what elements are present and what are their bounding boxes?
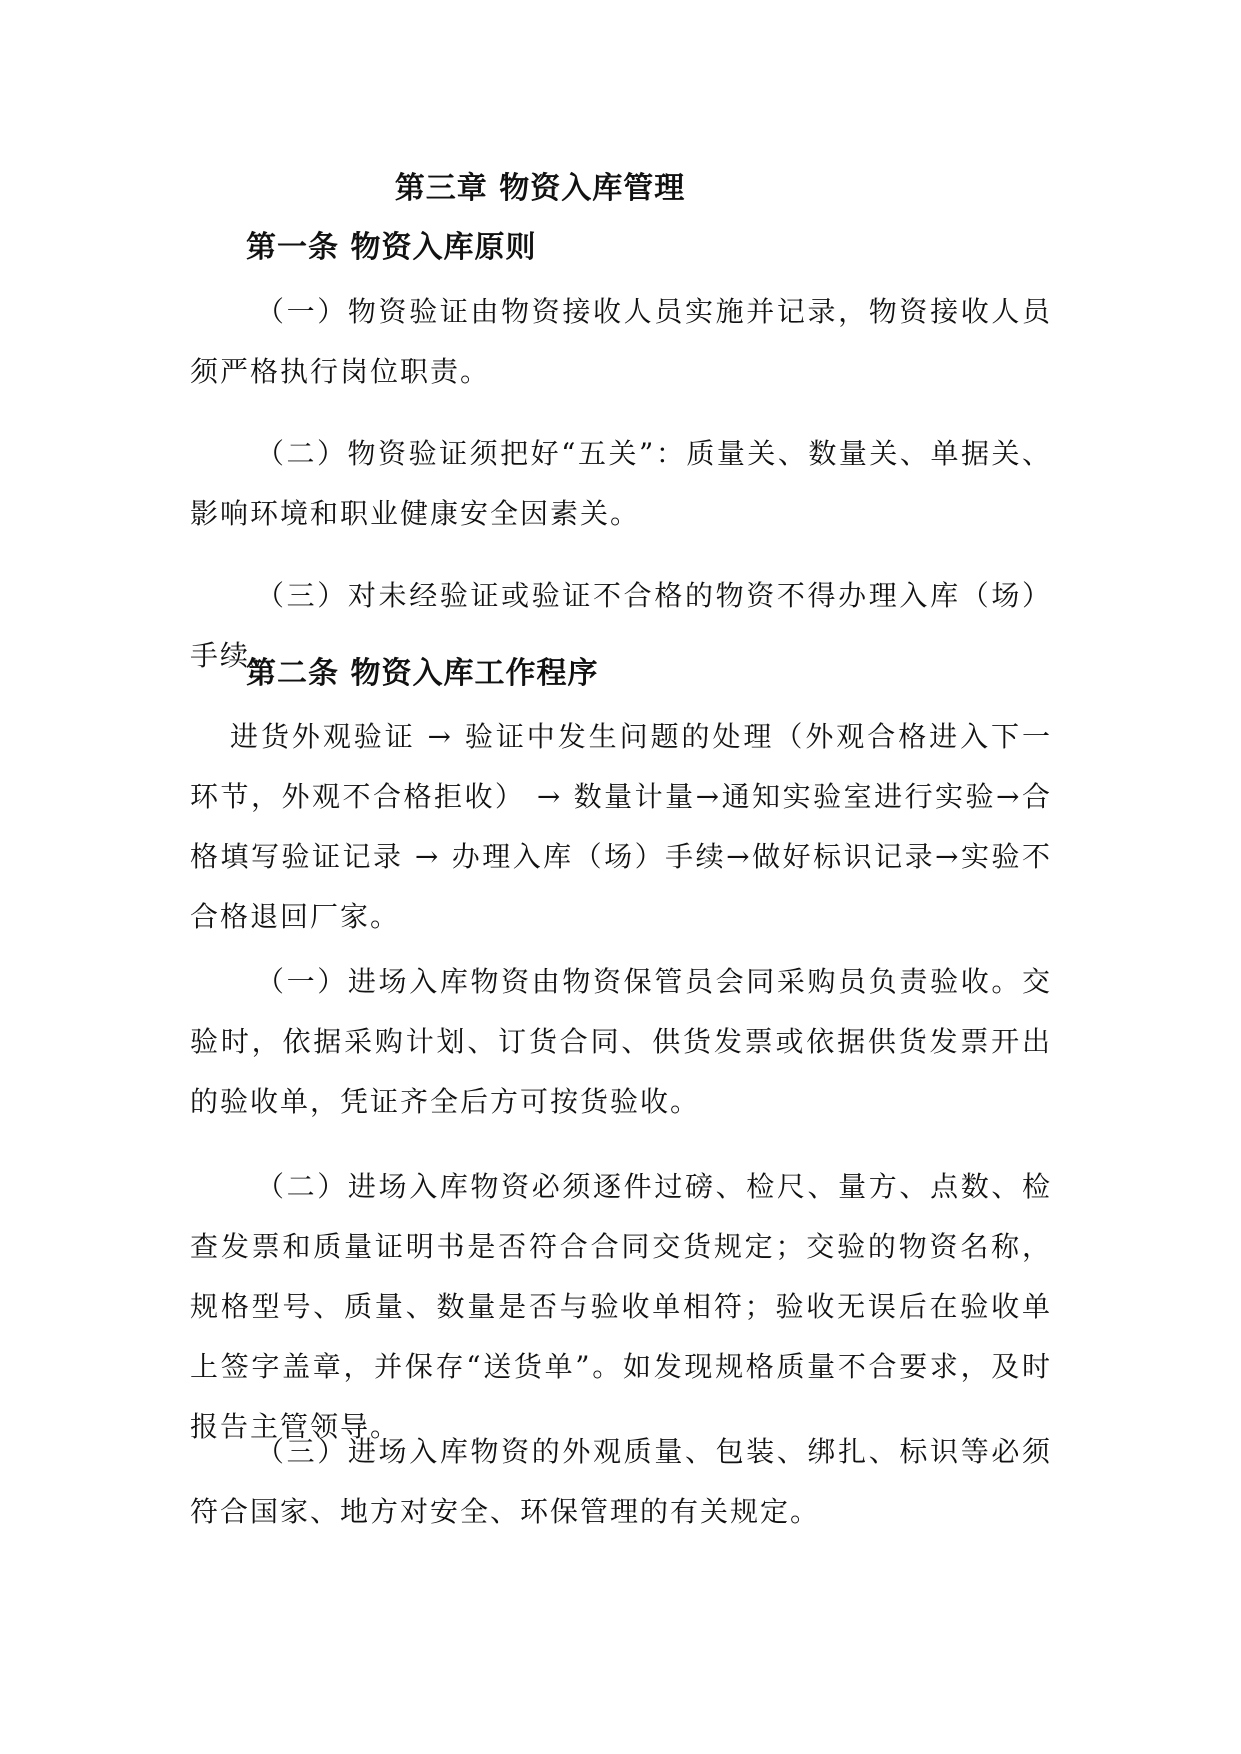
article-1-item-1: （一）物资验证由物资接收人员实施并记录，物资接收人员须严格执行岗位职责。	[190, 295, 1052, 388]
article-2-heading: 第二条 物资入库工作程序	[246, 656, 599, 691]
article-2-item-3: （三）进场入库物资的外观质量、包装、绑扎、标识等必须符合国家、地方对安全、环保管理的有关规定。	[190, 1435, 1052, 1528]
article-2-flow: 进货外观验证 → 验证中发生问题的处理（外观合格进入下一环节，外观不合格拒收） → 数量计量→通知实验室进行实验→合格填写验证记录 → 办理入库（场）手续→做好标识记录→实验不合格退回厂家。	[190, 720, 1052, 933]
article-1-item-3: （三）对未经验证或验证不合格的物资不得办理入库（场）手续。	[190, 579, 1052, 672]
article-1-heading: 第一条 物资入库原则	[246, 230, 537, 265]
article-2-item-1: （一）进场入库物资由物资保管员会同采购员负责验收。交验时，依据采购计划、订货合同、供货发票或依据供货发票开出的验收单，凭证齐全后方可按货验收。	[190, 965, 1052, 1118]
chapter-title: 第三章 物资入库管理	[394, 171, 686, 206]
article-2-item-2: （二）进场入库物资必须逐件过磅、检尺、量方、点数、检查发票和质量证明书是否符合合同交货规定；交验的物资名称，规格型号、质量、数量是否与验收单相符；验收无误后在验收单上签字盖章，并保存“送货单”。如发现规格质量不合要求，及时报告主管领导。	[190, 1170, 1052, 1443]
article-1-item-2: （二）物资验证须把好“五关”：质量关、数量关、单据关、影响环境和职业健康安全因素关。	[190, 437, 1052, 530]
